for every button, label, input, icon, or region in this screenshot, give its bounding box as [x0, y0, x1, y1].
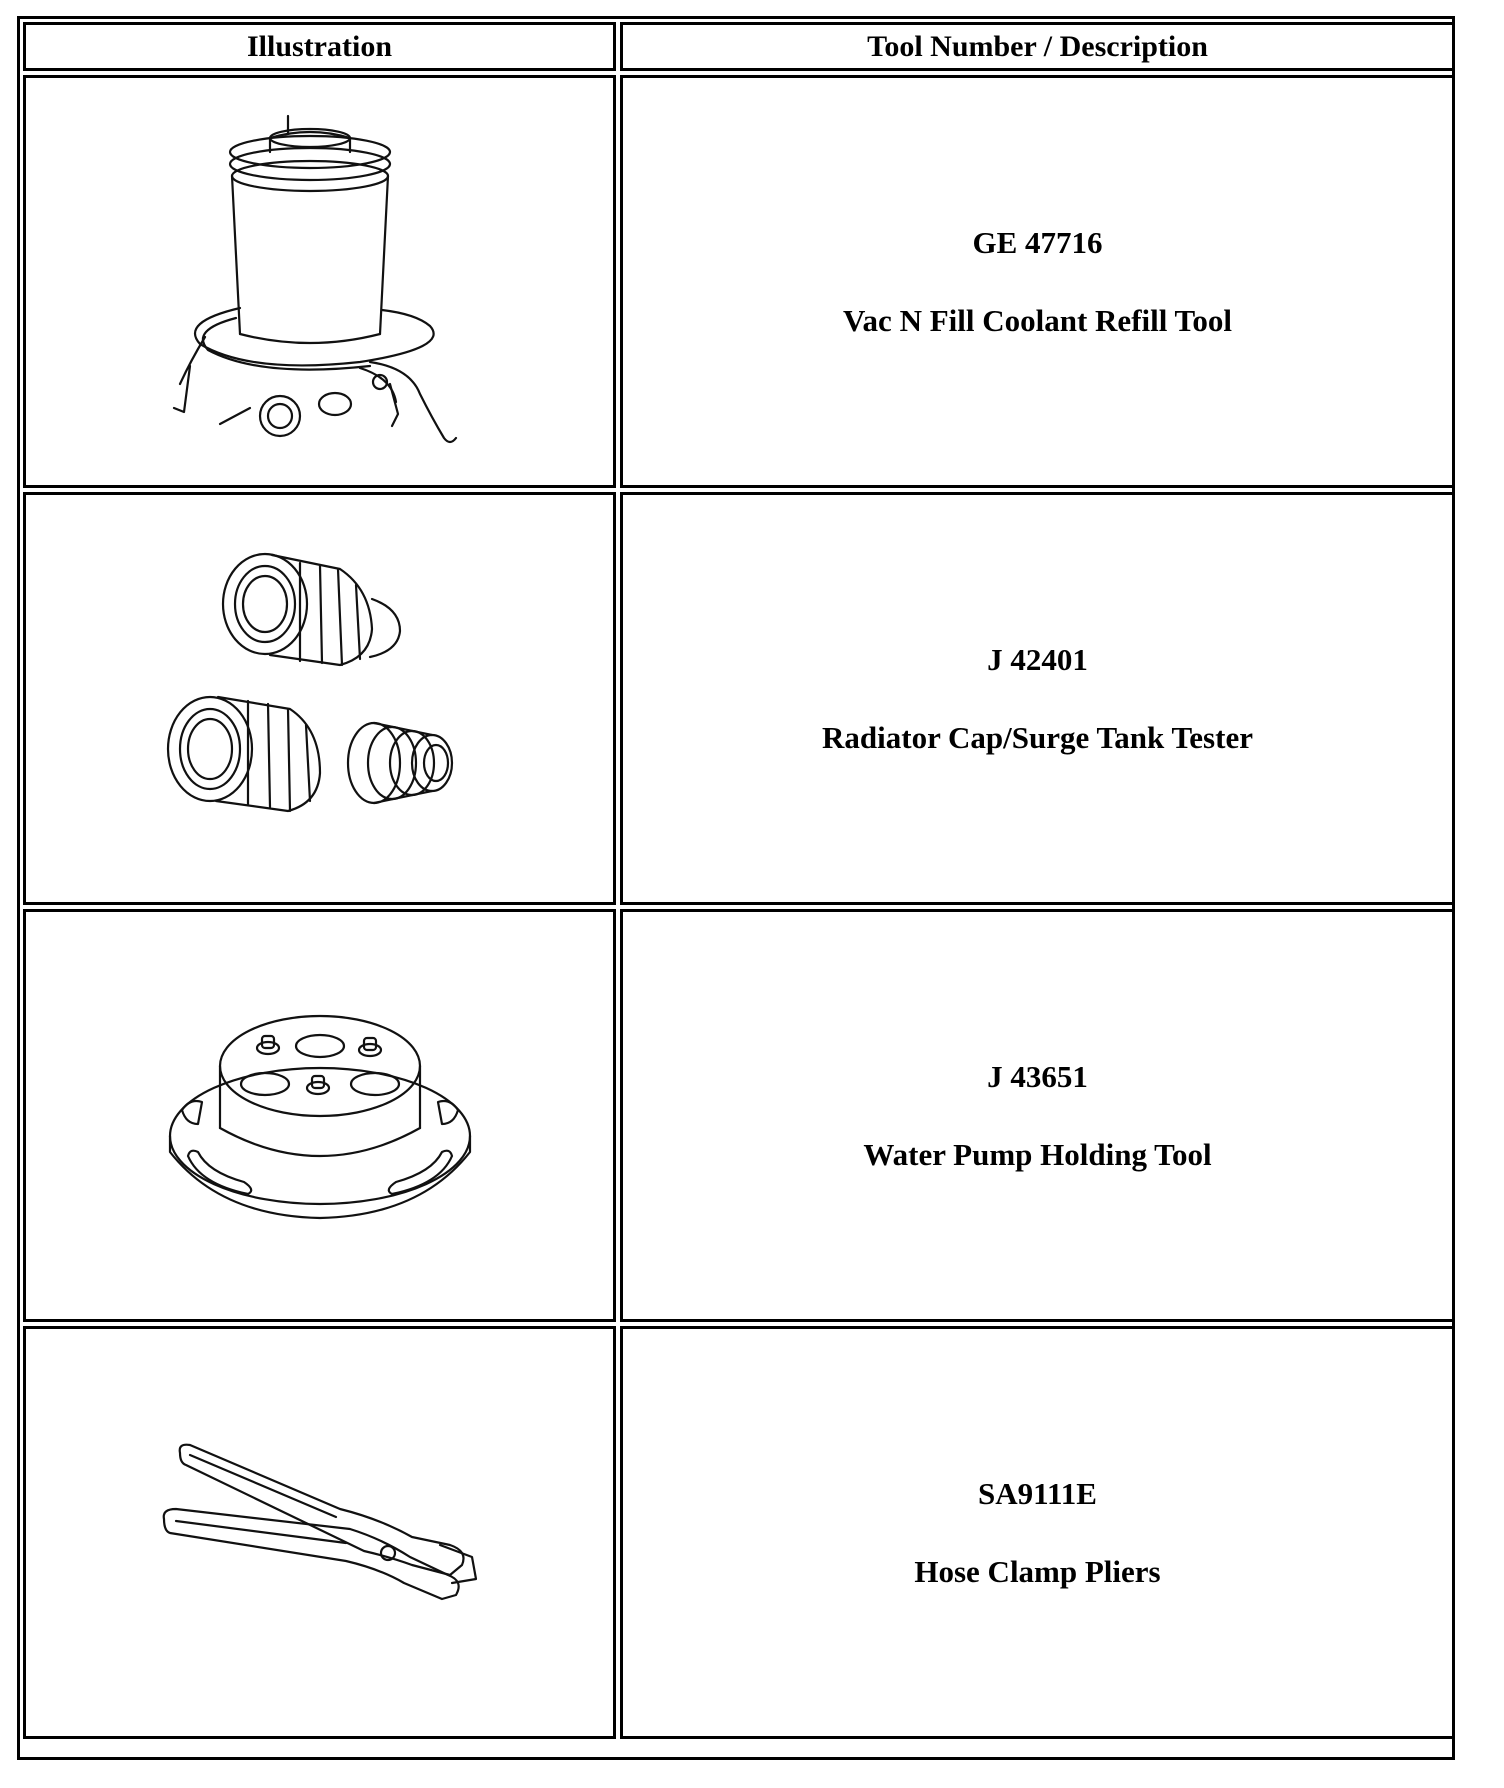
header-illustration-label: Illustration [246, 29, 393, 63]
table-row-2-description [620, 492, 1455, 905]
table-row-2-illustration [23, 492, 616, 905]
tool-number: J 43651 [987, 1058, 1088, 1094]
table-row-4-illustration [23, 1326, 616, 1739]
table-row-1-illustration [23, 75, 616, 488]
tool-description: Hose Clamp Pliers [914, 1553, 1161, 1589]
table-row-1-description [620, 75, 1455, 488]
table-row-3-description [620, 909, 1455, 1322]
hose-clamp-pliers-icon [150, 1433, 490, 1633]
table-row-4-description [620, 1326, 1455, 1739]
coolant-refill-tool-icon [160, 112, 480, 452]
water-pump-holder-icon [160, 1006, 480, 1226]
tool-description: Vac N Fill Coolant Refill Tool [843, 302, 1232, 338]
header-description-label: Tool Number / Description [867, 29, 1208, 63]
tool-number: J 42401 [987, 641, 1088, 677]
tool-description: Radiator Cap/Surge Tank Tester [822, 719, 1253, 755]
header-illustration [23, 22, 616, 71]
tool-description: Water Pump Holding Tool [863, 1136, 1212, 1172]
header-description [620, 22, 1455, 71]
tool-number: SA9111E [978, 1475, 1097, 1511]
radiator-cap-adapters-icon [160, 549, 480, 849]
table-row-3-illustration [23, 909, 616, 1322]
tool-number: GE 47716 [972, 224, 1103, 260]
special-tools-table [17, 16, 1455, 1760]
